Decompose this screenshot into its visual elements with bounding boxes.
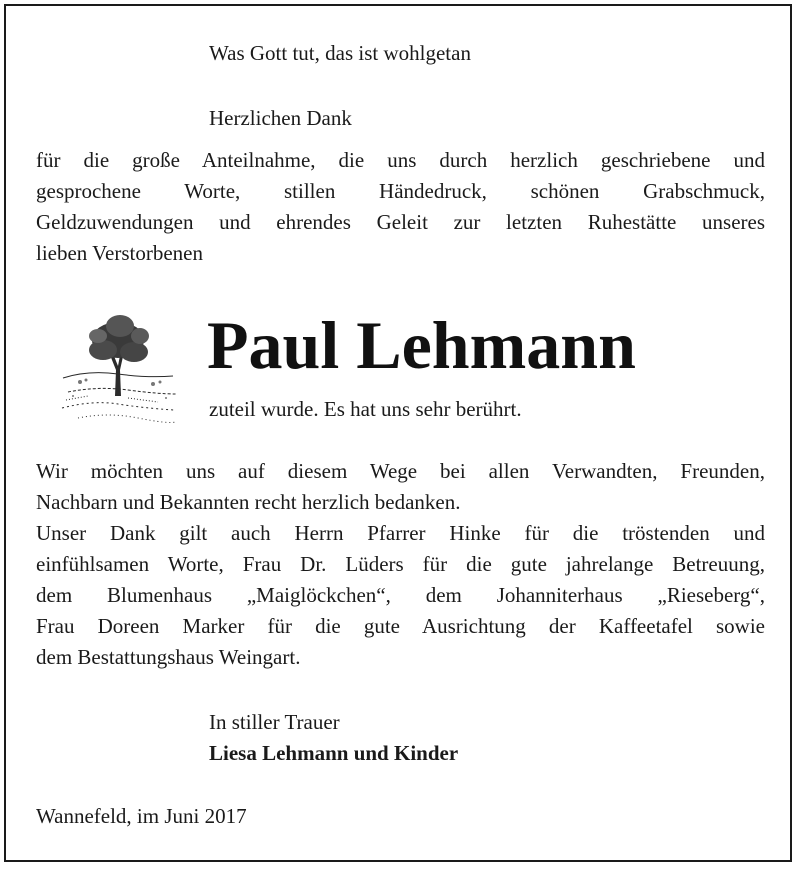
intro-line-3: Geldzuwendungen und ehrendes Geleit zur letzten Ruhestätte unseres: [36, 210, 765, 234]
closing: In stiller Trauer: [209, 710, 340, 734]
body-line-3: Unser Dank gilt auch Herrn Pfarrer Hinke für die tröstenden und: [36, 521, 765, 545]
intro-line-4: lieben Verstorbenen: [36, 241, 203, 265]
body-line-5: dem Blumenhaus „Maiglöckchen“, dem Johanniterhaus „Rieseberg“,: [36, 583, 765, 607]
place-date: Wannefeld, im Juni 2017: [36, 804, 247, 828]
after-name-text: zuteil wurde. Es hat uns sehr berührt.: [209, 397, 522, 421]
body-line-7: dem Bestattungshaus Weingart.: [36, 645, 301, 669]
intro-line-1: für die große Anteilnahme, die uns durch herzlich geschriebene und: [36, 148, 765, 172]
body-line-1: Wir möchten uns auf diesem Wege bei allen Verwandten, Freunden,: [36, 459, 765, 483]
deceased-name: Paul Lehmann: [207, 307, 636, 383]
obituary-frame: [4, 4, 792, 862]
motto: Was Gott tut, das ist wohlgetan: [209, 41, 471, 65]
body-line-6: Frau Doreen Marker für die gute Ausrichtung der Kaffeetafel sowie: [36, 614, 765, 638]
signed-by: Liesa Lehmann und Kinder: [209, 741, 459, 765]
thanks-heading: Herzlichen Dank: [209, 106, 352, 130]
body-line-4: einfühlsamen Worte, Frau Dr. Lüders für die gute jahrelange Betreuung,: [36, 552, 765, 576]
body-line-2: Nachbarn und Bekannten recht herzlich bedanken.: [36, 490, 461, 514]
tree-landscape-icon: [58, 300, 178, 430]
intro-line-2: gesprochene Worte, stillen Händedruck, schönen Grabschmuck,: [36, 179, 765, 203]
